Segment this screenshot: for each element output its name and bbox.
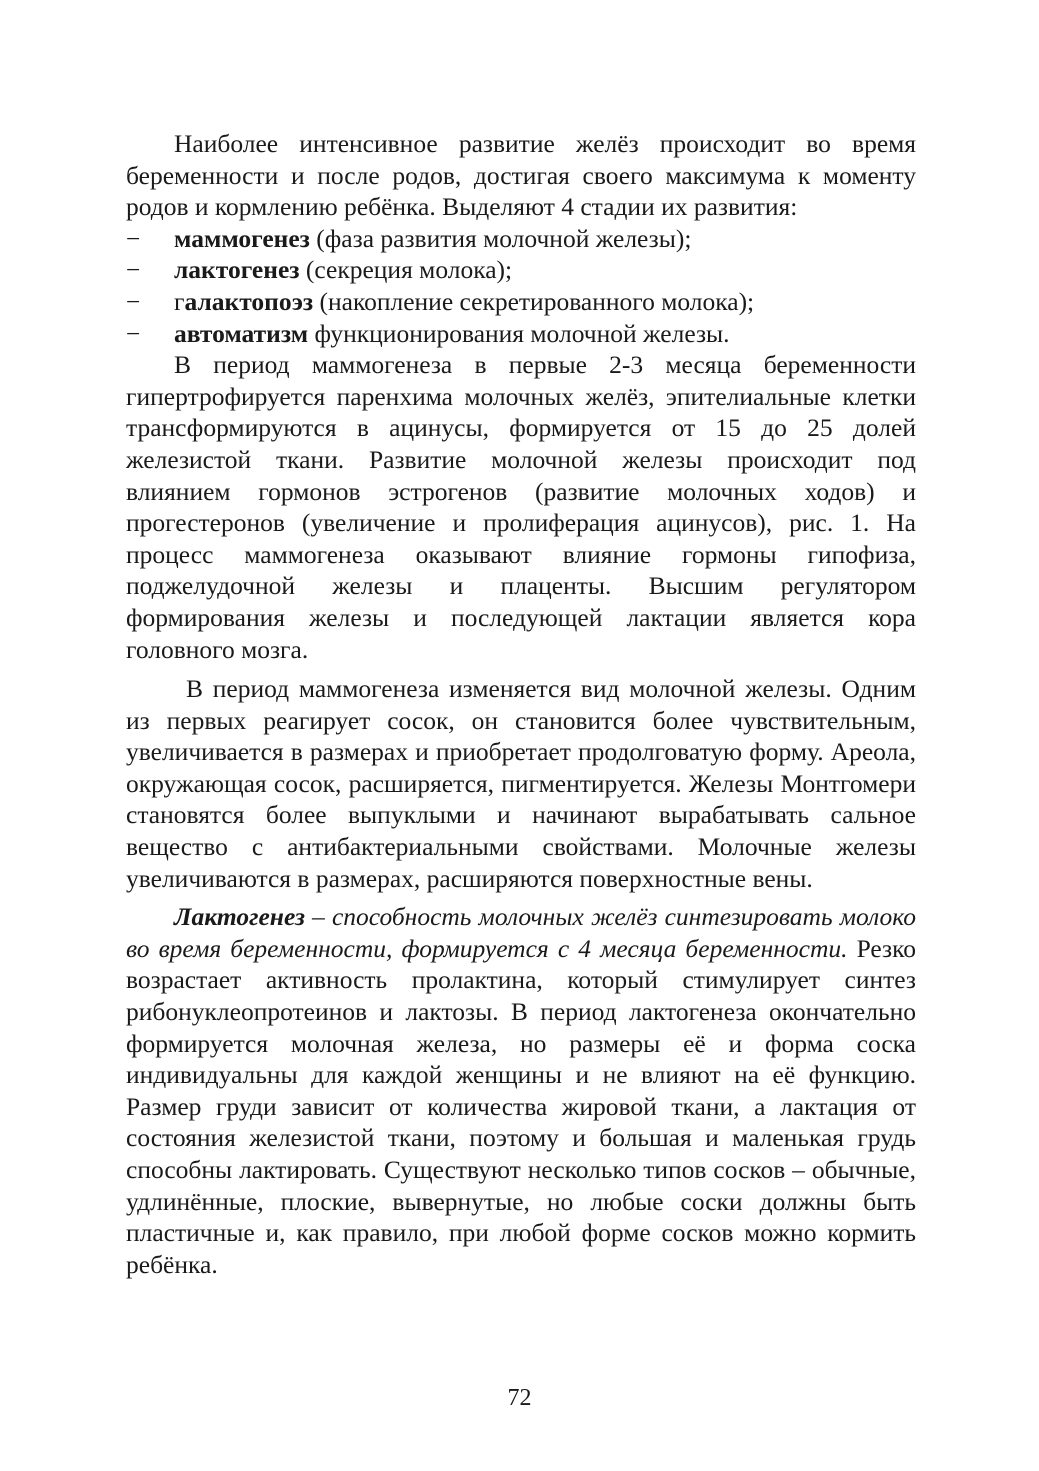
lactogenesis-term: Лактогенез [174, 902, 305, 932]
dash-marker: − [126, 318, 141, 348]
dash-marker: − [126, 286, 141, 316]
page-number: 72 [507, 1385, 532, 1411]
stage-description: (накопление секретированного молока); [313, 286, 755, 316]
stage-term: лактогенез [174, 255, 300, 285]
list-item [126, 286, 916, 318]
stage-description: (фаза развития молочной железы); [309, 223, 692, 253]
paragraph-gland-changes: В период маммогенеза изменяется вид молочной железы. Одним из первых реагирует сосок, он становится более чувствительным, увеличивается в размерах и приобретает продолговатую форму. Ареола, окружающая сосок, расширяется, пигментируется. Железы Монтгомери становятся более выпуклыми и начинают вырабатывать сальное вещество с антибактериальными свойствами. Молочные железы увеличиваются в размерах, расширяются поверхностные вены. [126, 674, 916, 893]
paragraph-lactogenesis [126, 901, 916, 1280]
paragraph-intro: Наиболее интенсивное развитие желёз происходит во время беременности и после родов, достигая своего максимума к моменту родов и кормлению ребёнка. Выделяют 4 стадии их развития: [126, 129, 916, 222]
list-item [126, 254, 916, 286]
list-item [126, 223, 916, 255]
stage-term: алактопоэз [184, 286, 314, 316]
stage-term: маммогенез [174, 223, 310, 253]
stages-list [126, 223, 916, 349]
list-item [126, 318, 916, 350]
lactogenesis-body: Резко возрастает активность пролактина, который стимулирует синтез рибонуклеопротеинов и лактозы. В период лактогенеза окончательно формируется молочная железа, но размеры её и форма соска индивидуальны для каждой женщины и не влияют на её функцию. Размер груди зависит от количества жировой ткани, а лактация от состояния железистой ткани, поэтому и большая и маленькая грудь способны лактировать. Существуют несколько типов сосков – обычные, удлинённые, плоские, вывернутые, но любые соски должны быть пластичные и, как правило, при любой форме сосков можно кормить ребёнка. [126, 933, 916, 1279]
dash-marker: − [126, 223, 141, 253]
stage-description: (секреция молока); [299, 255, 513, 285]
paragraph-mammogenesis: В период маммогенеза в первые 2-3 месяца беременности гипертрофируется паренхима молочных желёз, эпителиальные клетки трансформируются в ацинусы, формируется от 15 до 25 долей железистой ткани. Развитие молочной железы происходит под влиянием гормонов эстрогенов (развитие молочных ходов) и прогестеронов (увеличение и пролиферация ацинусов), рис. 1. На процесс маммогенеза оказывают влияние гормоны гипофиза, поджелудочной железы и плаценты. Высшим регулятором формирования железы и последующей лактации является кора головного мозга. [126, 350, 916, 664]
stage-description: функционирования молочной железы. [308, 318, 730, 348]
lactogenesis-definition: – способность молочных желёз синтезировать молоко во время беременности, формируется с 4 месяца беременности. [126, 902, 916, 963]
body-text [126, 128, 916, 1280]
dash-marker: − [126, 255, 141, 285]
stage-prefix: г [174, 286, 185, 316]
stage-term: автоматизм [174, 318, 309, 348]
